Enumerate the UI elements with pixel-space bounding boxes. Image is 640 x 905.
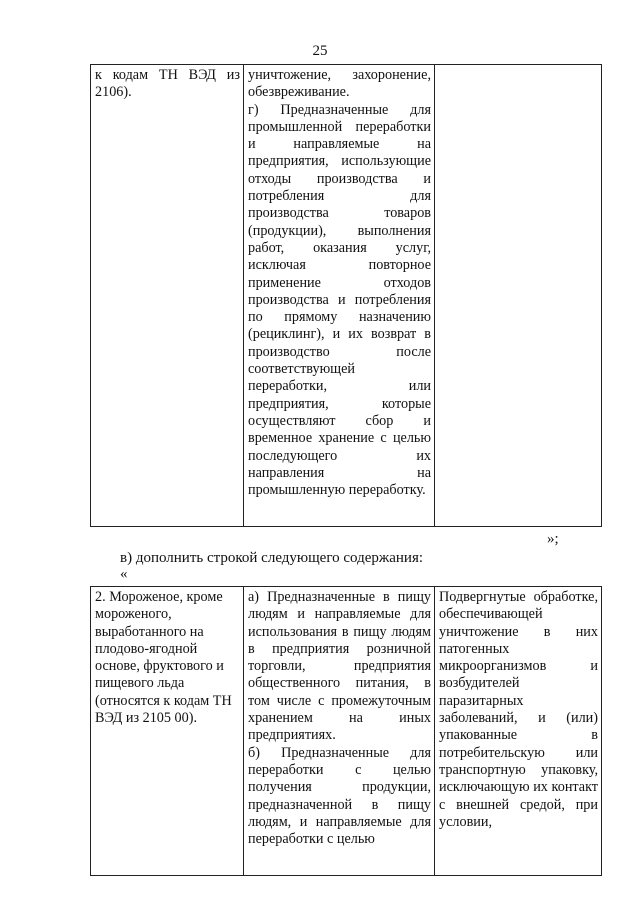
product-text: 2. Мороженое, кроме мороженого, выработанного на плодово-ягодной основе, фруктового и пищевого льда (относятся к кодам ТН ВЭД из 2105 00). [95, 589, 232, 727]
page-number: 25 [312, 43, 328, 59]
new-row-table [90, 586, 602, 876]
closing-quote: »; [547, 531, 559, 547]
conditions-text: Подвергнутые обработке, обеспечивающей уничтожение в них патогенных микроорганизмов и возбудителей паразитарных заболеваний, и (или) упакованные в потребительскую или транспортную упаковку, исключающую их контакт с внешней средой, при условии, [439, 589, 598, 830]
continued-table [90, 64, 602, 527]
purpose-item-a: а) Предназначенные в пищу людям и направляемые для использования в пищу людям в предприятия розничной торговли, предприятия общественного питания, в том числе с промежуточным хранением на иных предприятиях. [248, 589, 431, 744]
product-text: к кодам ТН ВЭД из 2106). [95, 67, 240, 101]
conditions-cell [435, 587, 602, 876]
opening-quote: « [120, 566, 128, 582]
product-cell [91, 587, 244, 876]
amendment-instruction: в) дополнить строкой следующего содержания: [120, 550, 424, 566]
purpose-cell [244, 587, 435, 876]
conditions-cell [435, 65, 602, 527]
table-row [91, 587, 602, 876]
purpose-cell [244, 65, 435, 527]
purpose-item-g: г) Предназначенные для промышленной переработки и направляемые на предприятия, использующие отходы производства и потребления для производства товаров (продукции), выполнения работ, оказания услуг, исключая повторное применение отходов производства и потребления по прямому назначению (рециклинг), и их возврат в производство после соответствующей переработки, или предприятия, которые осуществляют сбор и временное хранение с целью последующего их направления на промышленную переработку. [248, 101, 431, 499]
product-cell [91, 65, 244, 527]
purpose-item-b: б) Предназначенные для переработки с целью получения продукции, предназначенной в пищу людям, и направляемые для переработки с целью [248, 744, 431, 848]
table-row [91, 65, 602, 527]
purpose-text: уничтожение, захоронение, обезвреживание. [248, 67, 431, 101]
